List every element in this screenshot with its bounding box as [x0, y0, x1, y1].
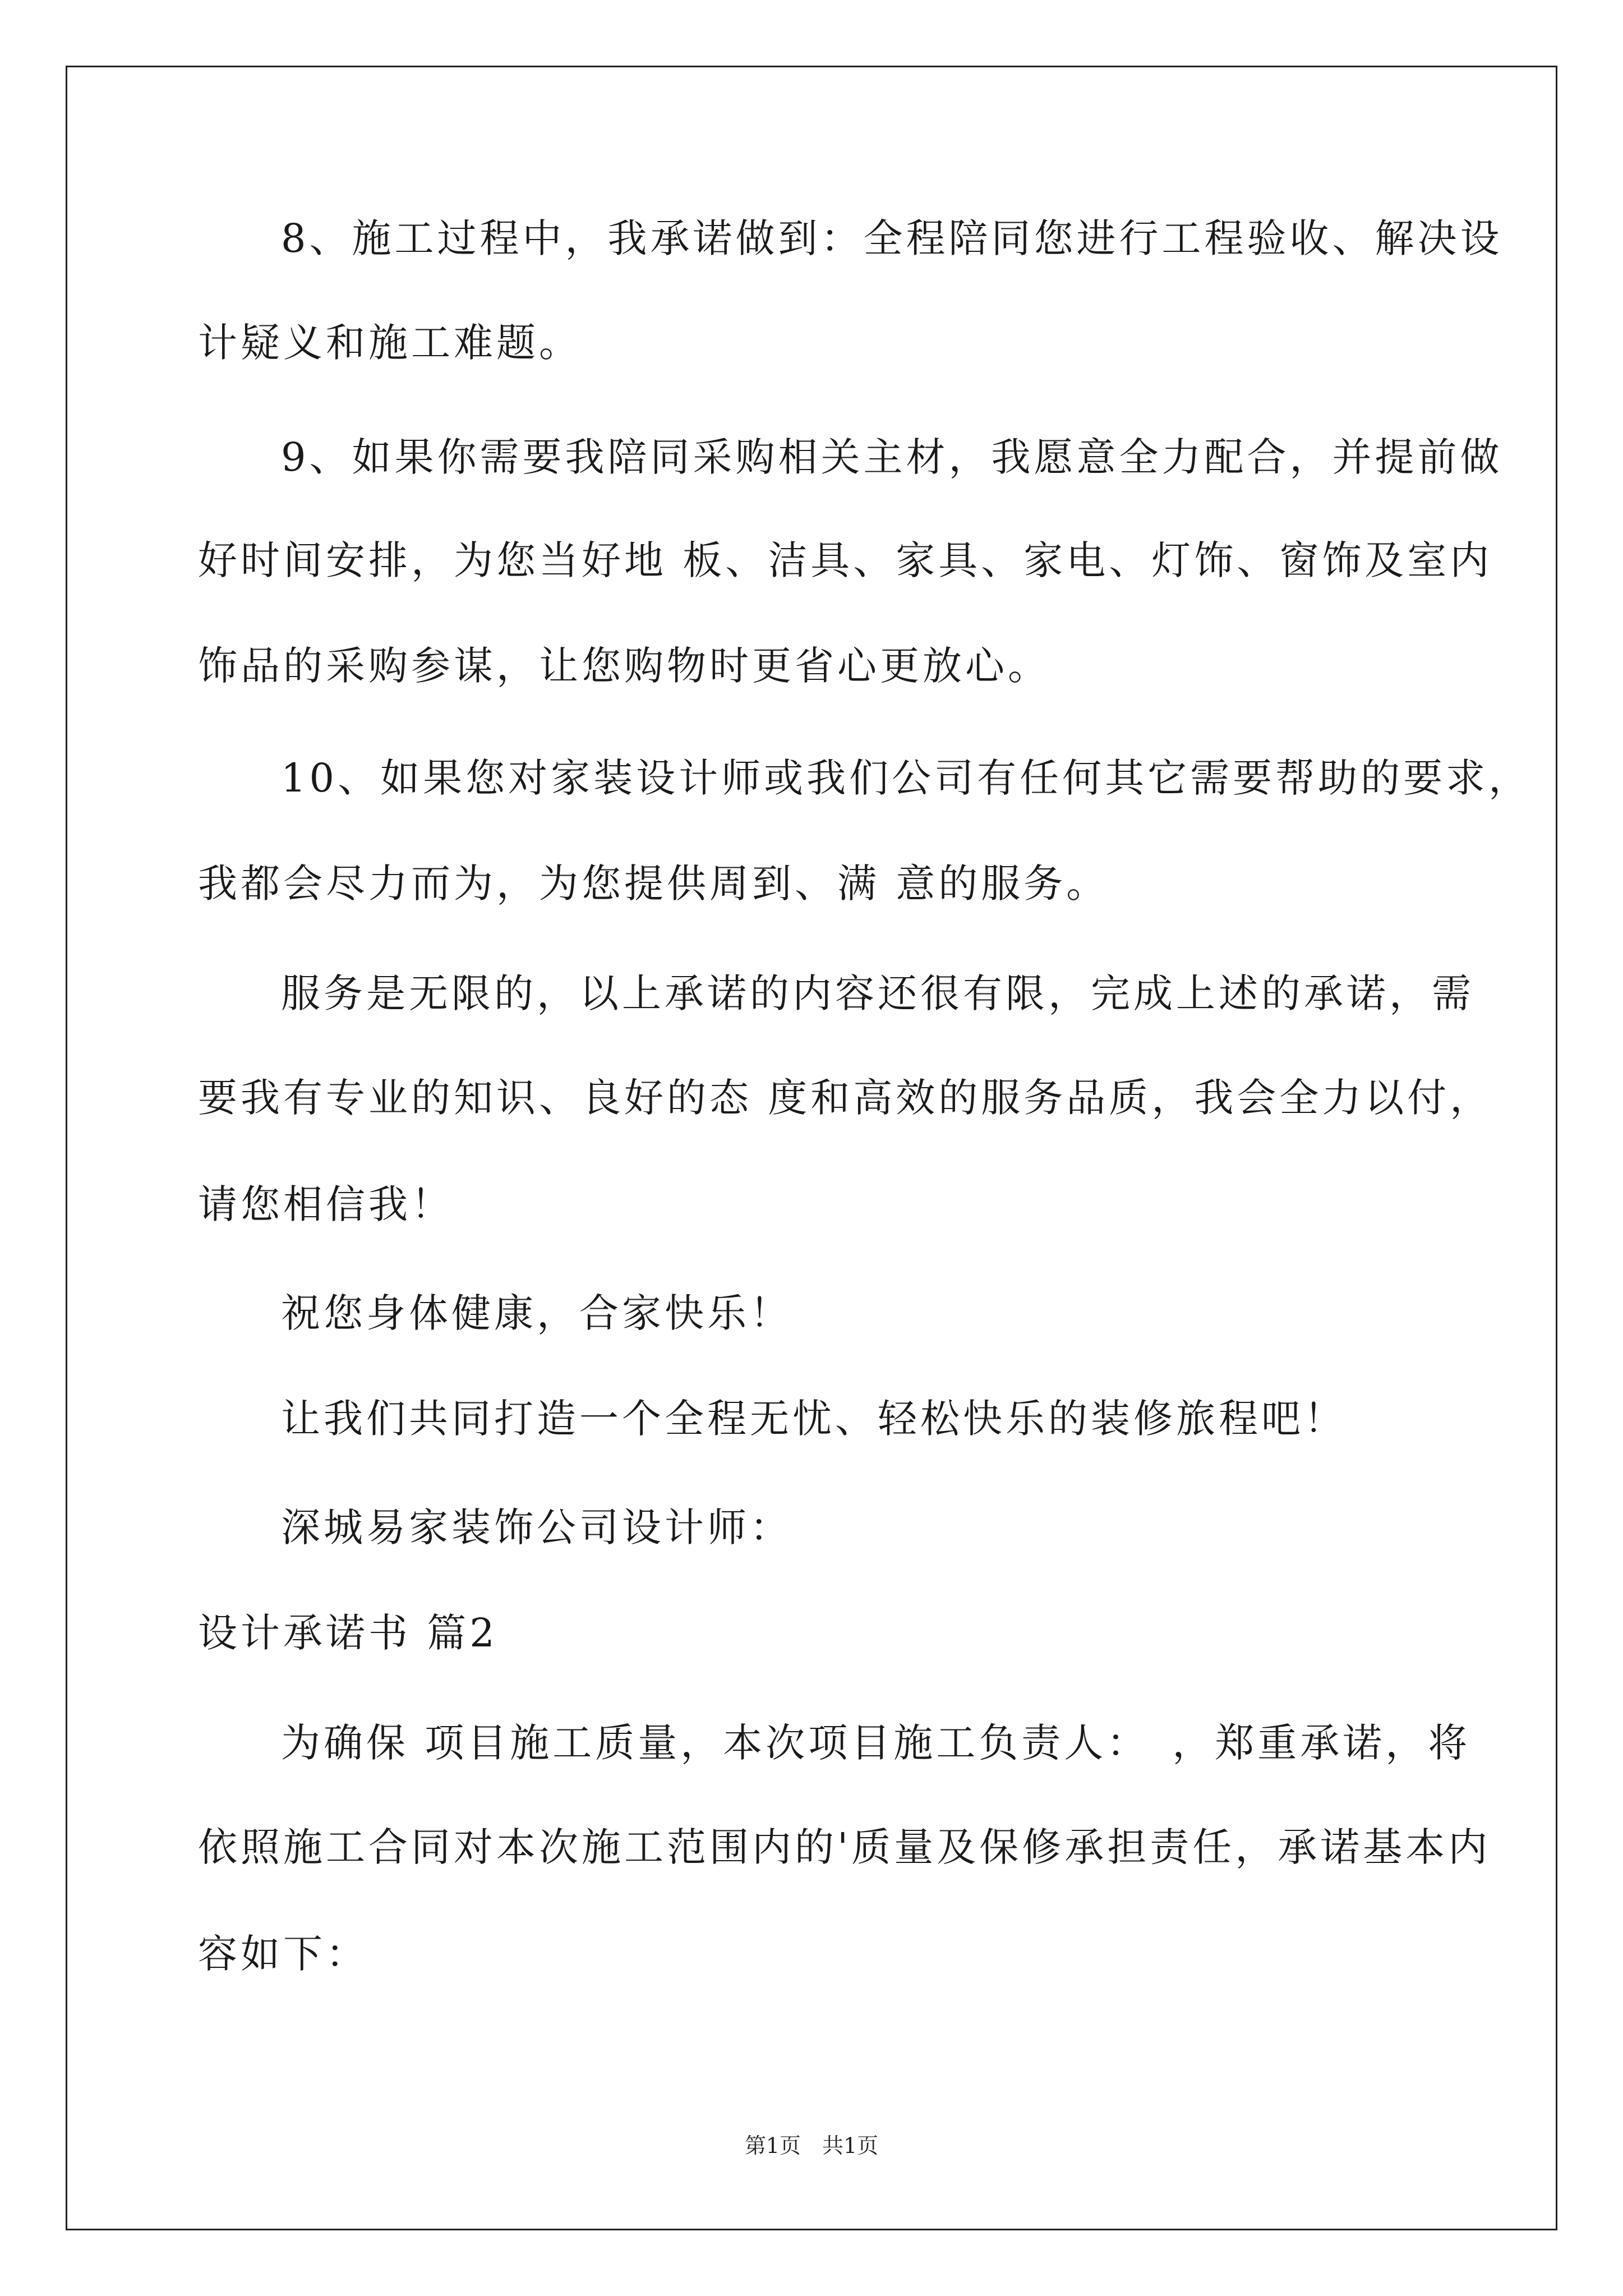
paragraph-10-line-1: 10、如果您对家装设计师或我们公司有任何其它需要帮助的要求，	[281, 755, 1532, 801]
wishes-line: 祝您身体健康，合家快乐！	[281, 1290, 792, 1336]
paragraph-8-line-1: 8、施工过程中，我承诺做到：全程陪同您进行工程验收、解决设	[281, 215, 1503, 261]
journey-line: 让我们共同打造一个全程无忧、轻松快乐的装修旅程吧！	[281, 1396, 1347, 1442]
paragraph-10-line-2: 我都会尽力而为，为您提供周到、满 意的服务。	[198, 861, 1109, 907]
paragraph-9-line-2: 好时间安排，为您当好地 板、洁具、家具、家电、灯饰、窗饰及室内	[198, 537, 1493, 583]
paragraph-9-line-1: 9、如果你需要我陪同采购相关主材，我愿意全力配合，并提前做	[281, 434, 1503, 480]
section-heading: 设计承诺书 篇2	[198, 1610, 498, 1656]
signature-line: 深城易家装饰公司设计师：	[281, 1504, 792, 1550]
commitment-paragraph-line-1: 为确保 项目施工质量，本次项目施工负责人： ，郑重承诺，将	[281, 1720, 1471, 1766]
paragraph-9-line-3: 饰品的采购参谋，让您购物时更省心更放心。	[198, 643, 1050, 689]
service-paragraph-line-3: 请您相信我！	[198, 1181, 454, 1227]
commitment-paragraph-line-3: 容如下：	[198, 1931, 368, 1977]
page-number-footer: 第1页 共1页	[744, 2133, 879, 2158]
service-paragraph-line-2: 要我有专业的知识、良好的态 度和高效的服务品质，我会全力以付，	[198, 1075, 1493, 1121]
service-paragraph-line-1: 服务是无限的，以上承诺的内容还很有限，完成上述的承诺，需	[281, 970, 1474, 1016]
paragraph-8-line-2: 计疑义和施工难题。	[198, 320, 582, 366]
page-border	[66, 66, 1557, 2230]
commitment-paragraph-line-2: 依照施工合同对本次施工范围内的'质量及保修承担责任，承诺基本内	[198, 1824, 1491, 1870]
